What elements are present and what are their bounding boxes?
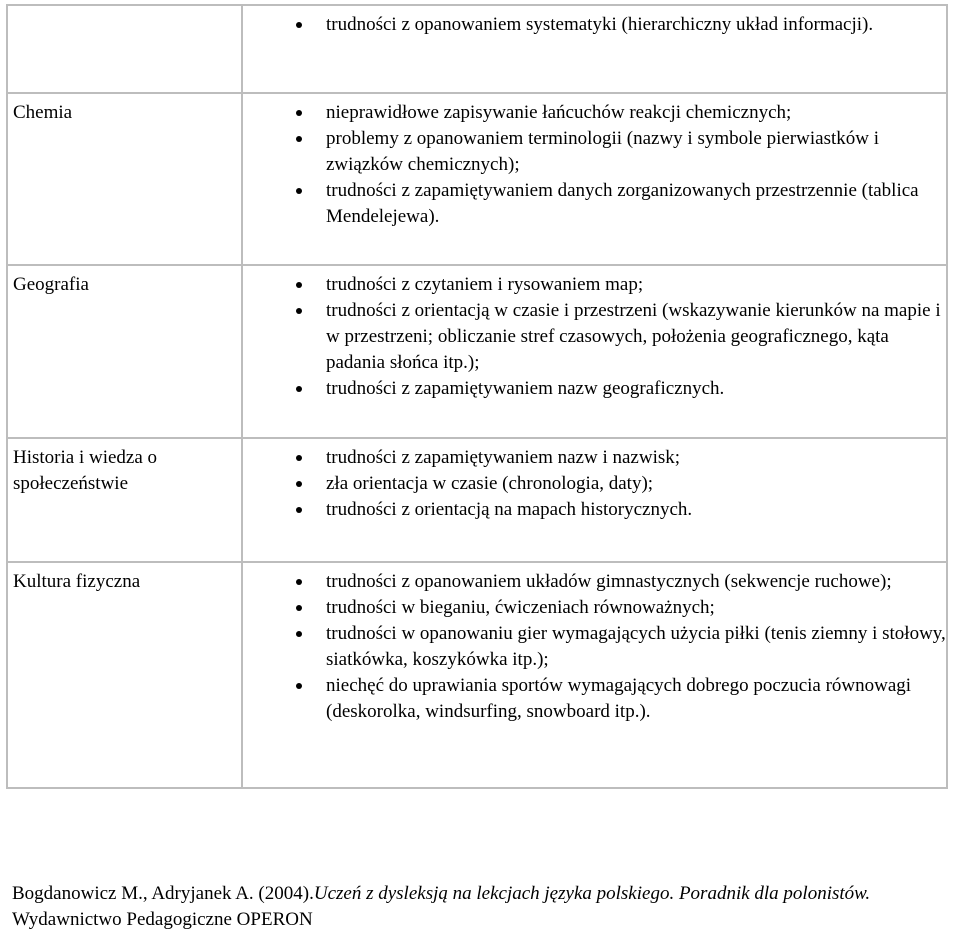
difficulties-cell <box>242 5 947 93</box>
table-row <box>7 562 947 788</box>
list-item: zła orientacja w czasie (chronologia, daty); <box>296 471 946 497</box>
difficulties-cell <box>242 93 947 265</box>
difficulties-list <box>243 12 946 38</box>
list-item: trudności z czytaniem i rysowaniem map; <box>296 272 946 298</box>
list-item: trudności z zapamiętywaniem nazw geograficznych. <box>296 376 946 402</box>
subject-cell: Geografia <box>7 265 242 438</box>
difficulties-list <box>243 569 946 725</box>
list-item: niechęć do uprawiania sportów wymagających dobrego poczucia równowagi (deskorolka, windsurfing, snowboard itp.). <box>296 673 946 725</box>
list-item: nieprawidłowe zapisywanie łańcuchów reakcji chemicznych; <box>296 100 946 126</box>
list-item: trudności z orientacją w czasie i przestrzeni (wskazywanie kierunków na mapie i w przestrzeni; obliczanie stref czasowych, położenia geograficznego, kąta padania słońca itp.); <box>296 298 946 376</box>
bibliographic-citation <box>12 881 960 933</box>
list-item: trudności w opanowaniu gier wymagających użycia piłki (tenis ziemny i stołowy, siatkówka, koszykówka itp.); <box>296 621 946 673</box>
list-item: trudności z opanowaniem systematyki (hierarchiczny układ informacji). <box>296 12 946 38</box>
table-row <box>7 265 947 438</box>
table-row <box>7 93 947 265</box>
subject-cell <box>7 5 242 93</box>
subject-cell: Chemia <box>7 93 242 265</box>
citation-authors: Bogdanowicz M., Adryjanek A. (2004). <box>12 883 314 904</box>
list-item: trudności z opanowaniem układów gimnastycznych (sekwencje ruchowe); <box>296 569 946 595</box>
list-item: trudności z zapamiętywaniem danych zorganizowanych przestrzennie (tablica Mendelejewa). <box>296 178 946 230</box>
citation-title: Uczeń z dysleksją na lekcjach języka polskiego. Poradnik dla polonistów. <box>313 883 871 904</box>
list-item: trudności z orientacją na mapach historycznych. <box>296 497 946 523</box>
table-row <box>7 438 947 562</box>
list-item: problemy z opanowaniem terminologii (nazwy i symbole pierwiastków i związków chemicznych); <box>296 126 946 178</box>
list-item: trudności w bieganiu, ćwiczeniach równoważnych; <box>296 595 946 621</box>
difficulties-cell <box>242 438 947 562</box>
subject-cell: Kultura fizyczna <box>7 562 242 788</box>
citation-publisher: Wydawnictwo Pedagogiczne OPERON <box>12 909 313 930</box>
difficulties-cell <box>242 562 947 788</box>
subject-difficulties-table <box>6 4 948 789</box>
table-row <box>7 5 947 93</box>
difficulties-list <box>243 445 946 523</box>
difficulties-list <box>243 272 946 402</box>
difficulties-cell <box>242 265 947 438</box>
difficulties-list <box>243 100 946 230</box>
subject-cell: Historia i wiedza o społeczeństwie <box>7 438 242 562</box>
list-item: trudności z zapamiętywaniem nazw i nazwisk; <box>296 445 946 471</box>
